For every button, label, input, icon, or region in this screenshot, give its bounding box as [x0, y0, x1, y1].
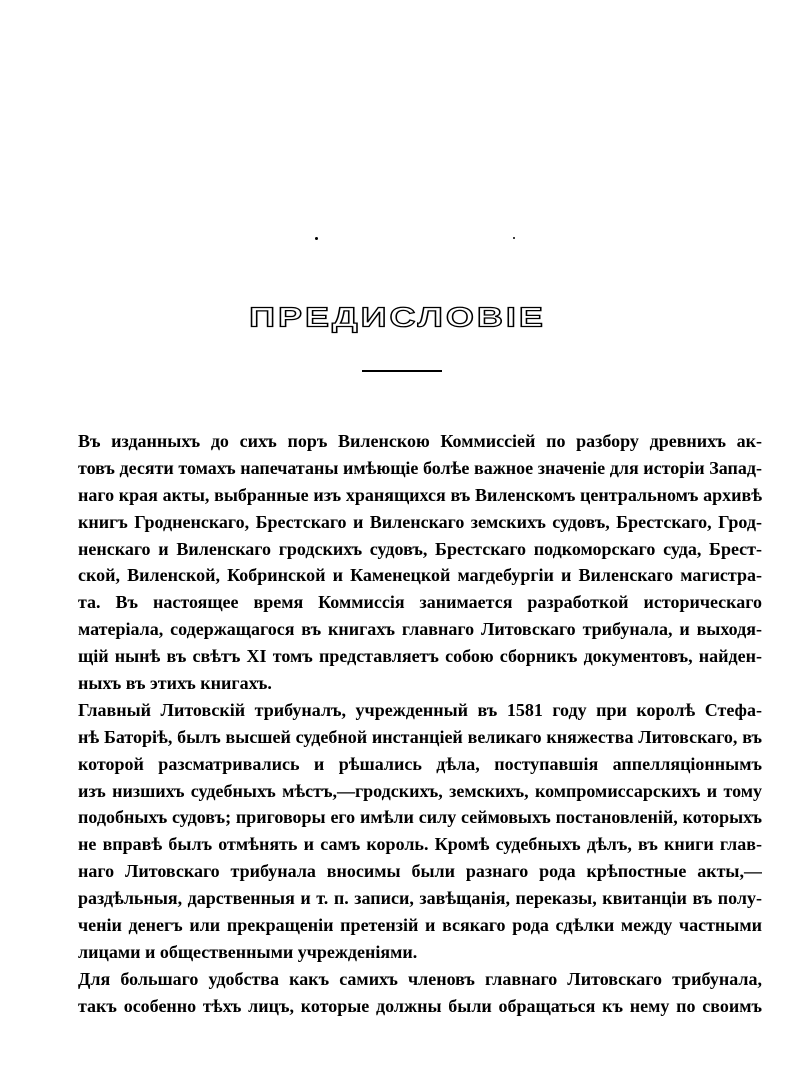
text-line: ненскаго и Виленскаго гродскихъ судовъ, Брестскаго подкоморскаго суда, Брест-: [78, 538, 762, 559]
title-divider: [362, 370, 442, 372]
text-line: Для большаго удобства какъ самихъ членовъ главнаго Литовскаго трибунала,: [78, 968, 762, 989]
page-title: ПРЕДИСЛОВІЕ: [249, 300, 546, 333]
text-line: нѣ Баторіѣ, былъ высшей судебной инстанціей великаго княжества Литовскаго, въ: [78, 726, 762, 747]
text-line: щій нынѣ въ свѣтъ XI томъ представляетъ собою сборникъ документовъ, найден-: [78, 646, 762, 667]
scan-speck: [315, 237, 318, 240]
text-line: не вправѣ былъ отмѣнять и самъ король. Кромѣ судебныхъ дѣлъ, въ книги глав-: [78, 834, 762, 855]
body-text: [78, 428, 762, 1020]
text-line: ской, Виленской, Кобринской и Каменецкой магдебургіи и Виленскаго магистра-: [78, 565, 762, 586]
text-line: которой разсматривались и рѣшались дѣла, поступавшія аппелляціоннымъ: [78, 753, 762, 774]
text-line: та. Въ настоящее время Коммиссія занимается разработкой историческаго: [78, 592, 762, 613]
text-line: Въ изданныхъ до сихъ поръ Виленскою Коммиссіей по разбору древнихъ ак-: [78, 431, 762, 451]
text-line: ныхъ въ этихъ книгахъ.: [78, 673, 272, 694]
text-line: наго Литовскаго трибунала вносимы были разнаго рода крѣпостные акты,—: [78, 861, 762, 882]
text-line: раздѣльныя, дарственныя и т. п. записи, завѣщанія, переказы, квитанціи въ полу-: [78, 888, 762, 909]
text-line: лицами и общественными учрежденіями.: [78, 941, 418, 962]
text-line: матеріала, содержащагося въ книгахъ главнаго Литовскаго трибунала, и выходя-: [78, 619, 762, 640]
text-line: книгъ Гродненскаго, Брестскаго и Виленскаго земскихъ судовъ, Брестскаго, Грод-: [78, 511, 762, 532]
text-line: Главный Литовскій трибуналъ, учрежденный въ 1581 году при королѣ Стефа-: [78, 699, 762, 720]
text-line: такъ особенно тѣхъ лицъ, которые должны были обращаться къ нему по своимъ: [78, 995, 762, 1016]
text-line: изъ низшихъ судебныхъ мѣстъ,—гродскихъ, земскихъ, компромиссарскихъ и тому: [78, 780, 762, 801]
text-line: подобныхъ судовъ; приговоры его имѣли силу сеймовыхъ постановленій, которыхъ: [78, 807, 762, 828]
text-line: ченіи денегъ или прекращеніи претензій и всякаго рода сдѣлки между частными: [78, 915, 762, 936]
text-line: товъ десяти томахъ напечатаны имѣющіе болѣе важное значеніе для исторіи Запад-: [78, 457, 762, 478]
text-line: наго края акты, выбранные изъ хранящихся въ Виленскомъ центральномъ архивѣ: [78, 484, 762, 505]
scan-speck: [513, 237, 515, 239]
